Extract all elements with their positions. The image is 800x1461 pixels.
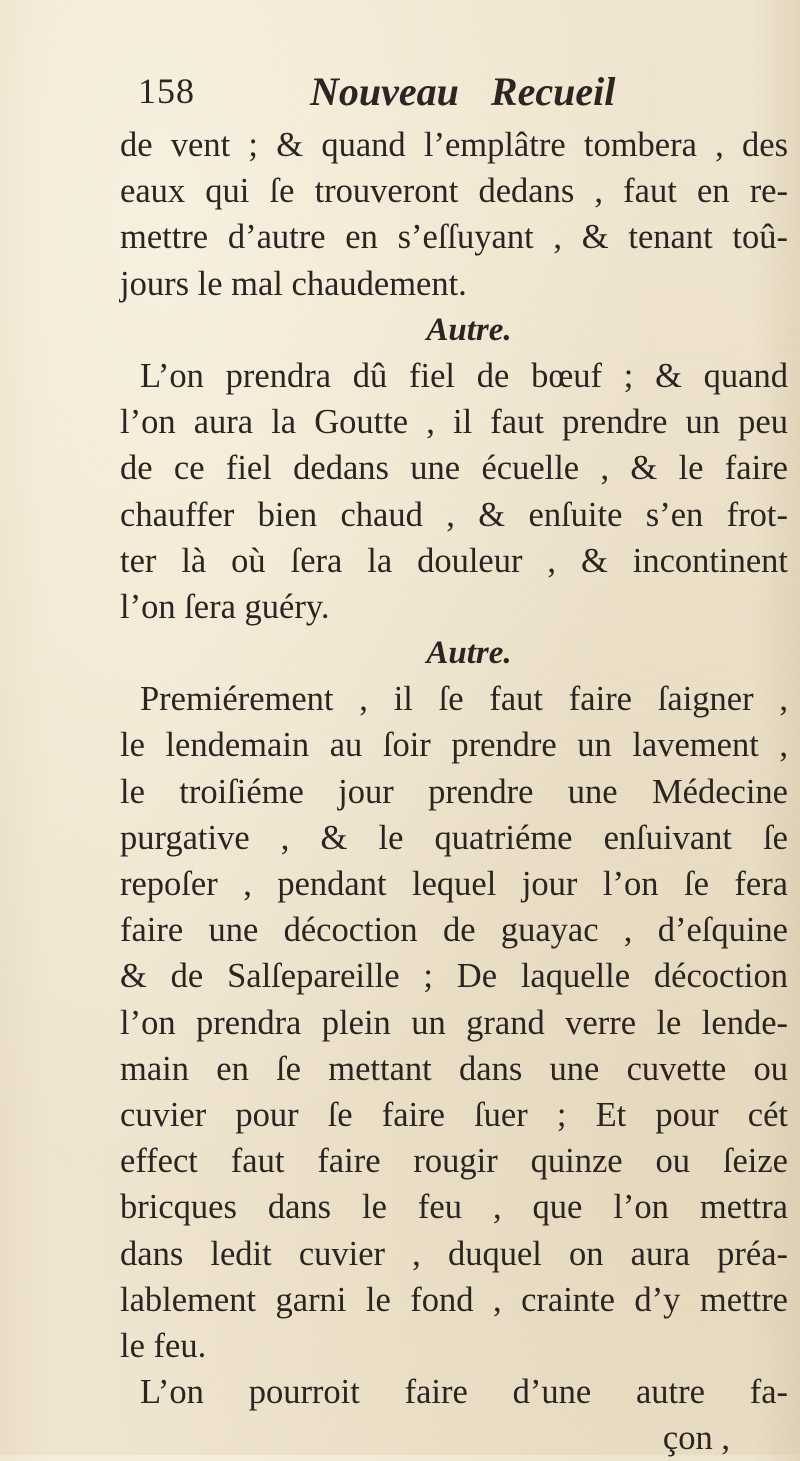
running-title: Nouveau Recueil <box>310 69 616 114</box>
text-line: l’on prendra plein un grand verre le lende- <box>120 1003 788 1042</box>
text-line: & de Salſepareille ; De laquelle décoction <box>120 957 788 996</box>
running-head <box>120 68 790 122</box>
text-line: purgative , & le quatriéme enſuivant ſe <box>120 818 788 857</box>
text-line: cuvier pour ſe faire ſuer ; Et pour cét <box>120 1095 788 1134</box>
text-line: main en ſe mettant dans une cuvette ou <box>120 1049 788 1088</box>
text-line: Premiérement , il ſe faut faire ſaigner , <box>140 680 788 719</box>
text-line: le troiſiéme jour prendre une Médecine <box>120 772 788 811</box>
text-line: mettre d’autre en s’eſſuyant , & tenant toû- <box>120 218 788 257</box>
text-line: dans ledit cuvier , duquel on aura préa- <box>120 1234 788 1273</box>
text-line: jours le mal chaudement. <box>120 264 467 303</box>
text-line: ter là où ſera la douleur , & incontinent <box>120 541 788 580</box>
text-line: de ce fiel dedans une écuelle , & le faire <box>120 449 788 488</box>
page-number: 158 <box>138 71 195 111</box>
section-heading: Autre. <box>426 635 512 672</box>
text-line: le lendemain au ſoir prendre un lavement , <box>120 726 788 765</box>
text-line: faire une décoction de guayac , d’eſquine <box>120 911 788 950</box>
text-line: chauffer bien chaud , & enſuite s’en frot- <box>120 495 788 534</box>
text-line: effect faut faire rougir quinze ou ſeize <box>120 1142 788 1181</box>
text-line: eaux qui ſe trouveront dedans , faut en re- <box>120 172 788 211</box>
text-line: le feu. <box>120 1326 207 1365</box>
text-line: l’on ſera guéry. <box>120 587 330 626</box>
catchword: çon , <box>662 1419 730 1458</box>
text-line: bricques dans le feu , que l’on mettra <box>120 1188 788 1227</box>
text-line: lablement garni le fond , crainte d’y mettre <box>120 1280 788 1319</box>
body-text <box>120 122 790 1461</box>
text-line: L’on prendra dû fiel de bœuf ; & quand <box>140 356 788 395</box>
book-page <box>120 68 790 1461</box>
section-heading: Autre. <box>426 311 512 348</box>
text-line: repoſer , pendant lequel jour l’on ſe fera <box>120 865 788 903</box>
text-line: l’on aura la Goutte , il faut prendre un peu <box>120 403 788 442</box>
text-line: de vent ; & quand l’emplâtre tombera , des <box>120 126 788 164</box>
text-line: L’on pourroit faire d’une autre fa- <box>140 1373 788 1412</box>
